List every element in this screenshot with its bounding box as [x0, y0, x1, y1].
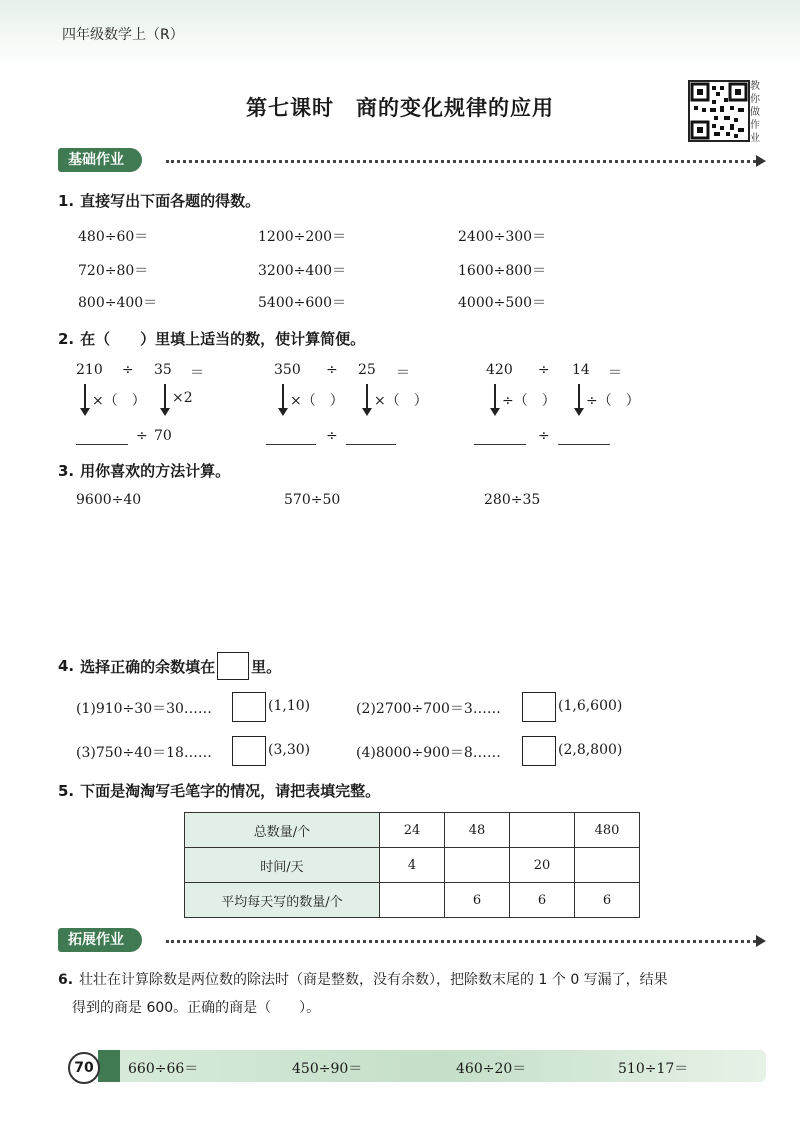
- q2-result-blank[interactable]: [346, 444, 396, 445]
- table-cell[interactable]: 6: [445, 883, 510, 918]
- q4-item-expr: (2)2700÷700＝3……: [356, 701, 501, 717]
- q1-item: 3200÷400＝: [258, 263, 347, 279]
- question-6-line-2: 得到的商是 600。正确的商是（ ）。: [72, 1000, 321, 1016]
- page-number: 70: [68, 1052, 100, 1084]
- question-text: 里。: [251, 657, 282, 676]
- qr-caption-char: 作: [750, 120, 760, 131]
- table-cell[interactable]: 4: [380, 848, 445, 883]
- q2-dividend: 420: [486, 362, 513, 378]
- question-number: 5.: [58, 782, 75, 800]
- q2-equals: ＝: [190, 365, 204, 381]
- qr-caption: [750, 80, 764, 145]
- arrow-right-icon: [756, 935, 766, 947]
- q2-result-blank[interactable]: [76, 444, 128, 445]
- arrow-down-icon: [578, 384, 580, 410]
- q2-transform-b[interactable]: ÷（ ）: [586, 393, 640, 409]
- q2-transform-b: ×2: [172, 390, 193, 406]
- arrow-down-icon: [366, 384, 368, 410]
- q3-item: 570÷50: [284, 492, 341, 508]
- q4-item-expr: (4)8000÷900＝8……: [356, 745, 501, 761]
- q4-item-options: (3,30): [268, 742, 311, 758]
- q1-item: 720÷80＝: [78, 263, 149, 279]
- q1-item: 1200÷200＝: [258, 229, 347, 245]
- remainder-box[interactable]: [522, 736, 556, 766]
- arrow-down-icon: [494, 384, 496, 410]
- arrow-down-icon: [84, 384, 86, 410]
- q1-item: 1600÷800＝: [458, 263, 547, 279]
- section-divider: [166, 940, 756, 943]
- q2-dividend: 350: [274, 362, 301, 378]
- footer-item: 460÷20＝: [456, 1061, 527, 1077]
- q2-result-blank[interactable]: [266, 444, 316, 445]
- q4-item-expr: (1)910÷30＝30……: [76, 701, 212, 717]
- q2-transform-a[interactable]: ×（ ）: [290, 393, 344, 409]
- q2-divisor: 25: [358, 362, 376, 378]
- q2-divisor: 35: [154, 362, 172, 378]
- section-divider: [166, 160, 756, 163]
- q4-item-options: (2,8,800): [558, 742, 623, 758]
- section-basic-tag: 基础作业: [58, 148, 142, 172]
- arrow-down-icon: [164, 384, 166, 410]
- arrow-right-icon: [756, 155, 766, 167]
- arrow-down-icon: [282, 384, 284, 410]
- footer-item: 510÷17＝: [618, 1061, 689, 1077]
- remainder-box[interactable]: [232, 692, 266, 722]
- qr-code[interactable]: [688, 80, 750, 142]
- q3-item: 280÷35: [484, 492, 541, 508]
- q2-transform-a[interactable]: ×（ ）: [92, 393, 146, 409]
- question-3-title: [58, 460, 230, 481]
- q4-item-options: (1,10): [268, 698, 311, 714]
- question-6: [58, 966, 778, 1022]
- table-cell[interactable]: [445, 848, 510, 883]
- table-cell[interactable]: 480: [575, 813, 640, 848]
- question-text: 直接写出下面各题的得数。: [80, 192, 261, 210]
- question-text: 下面是淘淘写毛笔字的情况，请把表填完整。: [80, 782, 381, 800]
- q1-item: 2400÷300＝: [458, 229, 547, 245]
- table-cell[interactable]: 6: [510, 883, 575, 918]
- qr-caption-char: 业: [750, 133, 760, 144]
- table-row: [185, 848, 640, 883]
- q2-result-blank[interactable]: [558, 444, 610, 445]
- remainder-box[interactable]: [522, 692, 556, 722]
- qr-caption-char: 教: [750, 81, 760, 92]
- question-text: 选择正确的余数填在: [80, 657, 216, 676]
- q3-item: 9600÷40: [76, 492, 142, 508]
- question-text: 用你喜欢的方法计算。: [80, 462, 231, 480]
- q2-divisor: 14: [572, 362, 590, 378]
- page-number-bar: [98, 1050, 122, 1082]
- q2-operator: ÷: [326, 362, 338, 378]
- table-cell[interactable]: [575, 848, 640, 883]
- question-text: 壮壮在计算除数是两位数的除法时（商是整数，没有余数），把除数末尾的 1 个 0 写漏了，结果: [79, 972, 668, 988]
- table-row: [185, 883, 640, 918]
- q2-result-blank[interactable]: [474, 444, 526, 445]
- q2-result-op: ÷: [538, 428, 550, 444]
- table-cell[interactable]: 6: [575, 883, 640, 918]
- question-4-title: [58, 652, 281, 680]
- question-number: 1.: [58, 192, 75, 210]
- page-title: 第七课时 商的变化规律的应用: [246, 96, 554, 120]
- table-cell[interactable]: [510, 813, 575, 848]
- question-number: 4.: [58, 657, 75, 675]
- q4-item-expr: (3)750÷40＝18……: [76, 745, 212, 761]
- q2-equals: ＝: [608, 365, 622, 381]
- table-header-cell: 总数量/个: [185, 813, 380, 848]
- table-cell[interactable]: 20: [510, 848, 575, 883]
- table-cell[interactable]: 24: [380, 813, 445, 848]
- question-number: 3.: [58, 462, 75, 480]
- question-number: 2.: [58, 330, 75, 348]
- qr-caption-char: 你: [750, 94, 760, 105]
- q2-operator: ÷: [122, 362, 134, 378]
- q2-operator: ÷: [538, 362, 550, 378]
- question-5-title: [58, 780, 380, 801]
- q2-dividend: 210: [76, 362, 103, 378]
- table-header-cell: 平均每天写的数量/个: [185, 883, 380, 918]
- table-row: [185, 813, 640, 848]
- table-cell[interactable]: 48: [445, 813, 510, 848]
- question-1-title: [58, 190, 260, 211]
- table-cell[interactable]: [380, 883, 445, 918]
- q2-transform-a[interactable]: ÷（ ）: [502, 393, 556, 409]
- q1-item: 480÷60＝: [78, 229, 149, 245]
- question-number: 6.: [58, 972, 74, 988]
- q1-item: 5400÷600＝: [258, 295, 347, 311]
- q2-equals: ＝: [396, 365, 410, 381]
- answer-box-sample: [217, 652, 249, 680]
- table-header-cell: 时间/天: [185, 848, 380, 883]
- practice-table: [184, 812, 640, 918]
- q2-transform-b[interactable]: ×（ ）: [374, 393, 428, 409]
- q1-item: 800÷400＝: [78, 295, 158, 311]
- section-extend-tag: 拓展作业: [58, 928, 142, 952]
- qr-code-icon: [690, 82, 748, 140]
- q2-result-op: ÷: [136, 428, 148, 444]
- q2-result-op: ÷: [326, 428, 338, 444]
- footer-item: 660÷66＝: [128, 1061, 199, 1077]
- qr-caption-char: 做: [750, 107, 760, 118]
- q4-item-options: (1,6,600): [558, 698, 623, 714]
- remainder-box[interactable]: [232, 736, 266, 766]
- question-text: 在（ ）里填上适当的数，使计算简便。: [80, 330, 366, 348]
- question-2-title: [58, 328, 365, 349]
- question-6-line-1: [58, 966, 778, 994]
- footer-item: 450÷90＝: [292, 1061, 363, 1077]
- q1-item: 4000÷500＝: [458, 295, 547, 311]
- q2-result-divisor: 70: [154, 428, 172, 444]
- book-label: 四年级数学上（R）: [62, 27, 184, 43]
